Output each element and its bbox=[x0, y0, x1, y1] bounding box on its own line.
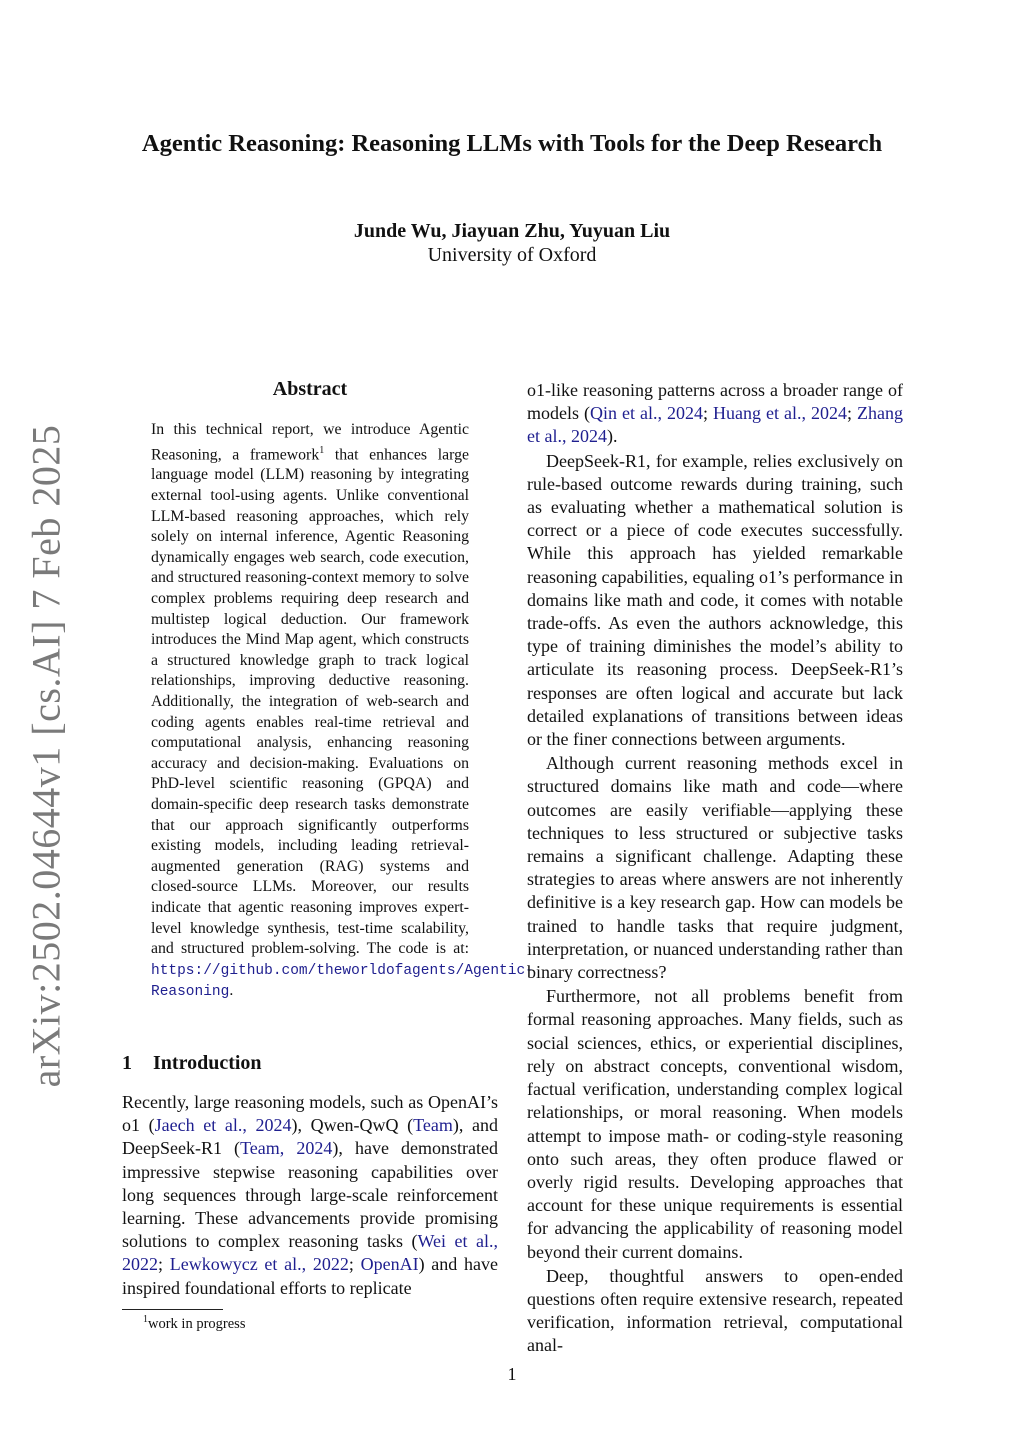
page-number: 1 bbox=[507, 1364, 517, 1384]
footnote-number: 1 bbox=[143, 1314, 148, 1325]
text-run: ) and have inspired foundational efforts to replicate bbox=[122, 1254, 498, 1298]
intro-paragraph bbox=[122, 1091, 498, 1300]
text-run: ; bbox=[703, 403, 714, 424]
abstract-end: . bbox=[229, 982, 234, 1000]
text-run: ), Qwen-QwQ ( bbox=[291, 1115, 414, 1136]
citation-link[interactable]: Team, 2024 bbox=[240, 1138, 333, 1159]
text-run: o1-like reasoning patterns across a broader range of models ( bbox=[527, 380, 903, 424]
abstract-heading: Abstract bbox=[272, 378, 348, 400]
citation-link[interactable]: Team bbox=[413, 1115, 453, 1136]
arxiv-identifier bbox=[16, 424, 76, 1088]
text-run: ; bbox=[158, 1254, 170, 1275]
footnote-marker[interactable]: 1 bbox=[319, 444, 325, 456]
paper-title: Agentic Reasoning: Reasoning LLMs with Tools for the Deep Research bbox=[141, 130, 883, 157]
citation-link[interactable]: Zhang et al., 2024 bbox=[527, 403, 903, 447]
right-column bbox=[527, 379, 903, 1358]
code-link[interactable]: https://github.com/theworldofagents/Agentic-Reasoning bbox=[151, 962, 534, 1001]
citation-link[interactable]: Wei et al., 2022 bbox=[122, 1231, 498, 1275]
citation-link[interactable]: OpenAI bbox=[360, 1254, 419, 1275]
abstract-body bbox=[151, 420, 534, 1003]
abstract-text: that enhances large language model (LLM) reasoning by integrating external tool-using agents. Unlike conventional LLM-based reasoning approaches, which rely solely on internal inference, Agentic Reasoning dynamically engages web search, code execution, and structured reasoning-context memory to solve complex problems requiring deep research and multistep logical deduction. Our framework introduces the Mind Map agent, which constructs a structured knowledge graph to track logical relationships, improving deductive reasoning. Additionally, the integration of web-search and coding agents enables real-time retrieval and computational analysis, enhancing reasoning accuracy and decision-making. Evaluations on PhD-level scientific reasoning (GPQA) and domain-specific deep research tasks demonstrate that our approach significantly outperforms existing models, including leading retrieval-augmented generation (RAG) systems and closed-source LLMs. Moreover, our results indicate that agentic reasoning improves expert-level knowledge synthesis, test-time scalability, and structured problem-solving. The code is at: bbox=[151, 445, 469, 958]
footnote bbox=[143, 1314, 245, 1333]
citation-link[interactable]: Qin et al., 2024 bbox=[590, 403, 703, 424]
affiliation: University of Oxford bbox=[427, 244, 597, 266]
text-run: ), have demonstrated impressive stepwise reasoning capabilities over long sequences through large-scale reinforcement learning. These advancements provide promising solutions to complex reasoning tasks ( bbox=[122, 1138, 498, 1252]
author-list: Junde Wu, Jiayuan Zhu, Yuyuan Liu bbox=[353, 220, 671, 242]
section-number: 1 bbox=[122, 1052, 132, 1074]
text-run: ; bbox=[348, 1254, 361, 1275]
citation-link[interactable]: Huang et al., 2024 bbox=[713, 403, 847, 424]
citation-link[interactable]: Lewkowycz et al., 2022 bbox=[169, 1254, 349, 1275]
arxiv-identifier-text: arXiv:2502.04644v1 [cs.AI] 7 Feb 2025 bbox=[23, 424, 69, 1088]
citation-link[interactable]: Jaech et al., 2024 bbox=[154, 1115, 292, 1136]
section-title: Introduction bbox=[153, 1052, 262, 1074]
text-run: ). bbox=[606, 426, 618, 447]
body-paragraph: Although current reasoning methods excel in structured domains like math and code—where outcomes are easily verifiable—applying these techniques to less structured or subjective tasks remains a significant challenge. Adapting these strategies to areas where answers are not inherently definitive is a key research gap. How can models be trained to handle tasks that require judgment, interpretation, or nuanced understanding rather than binary correctness? bbox=[527, 753, 903, 983]
text-run: ; bbox=[847, 403, 858, 424]
section-heading-introduction bbox=[122, 1052, 262, 1075]
footnote-text: work in progress bbox=[148, 1315, 246, 1332]
text-run: Recently, large reasoning models, such as OpenAI’s o1 ( bbox=[122, 1092, 498, 1136]
body-paragraph: Furthermore, not all problems benefit from formal reasoning approaches. Many fields, such as social sciences, ethics, or experiential disciplines, rely on abstract concepts, conventional wisdom, factual verification, understanding complex logical relationships, or moral reasoning. When models attempt to impose math- or coding-style reasoning onto such areas, they often produce flawed or overly rigid results. Developing approaches that account for these unique requirements is essential for advancing the applicability of reasoning model beyond their current domains. bbox=[527, 986, 903, 1262]
abstract-text: In this technical report, we introduce Agentic Reasoning, a framework bbox=[151, 421, 469, 463]
body-paragraph bbox=[527, 379, 903, 449]
text-run: ), and DeepSeek-R1 ( bbox=[122, 1115, 498, 1159]
body-paragraph: DeepSeek-R1, for example, relies exclusively on rule-based outcome rewards during training, such as evaluating whether a mathematical solution is correct or a piece of code executes successfully. While this approach has yielded remarkable reasoning capabilities, equaling o1’s performance in domains like math and code, it comes with notable trade-offs. As even the authors acknowledge, this type of training diminishes the model’s ability to articulate its reasoning process. DeepSeek-R1’s responses are often logical and accurate but lack detailed explanations of transitions between ideas or the finer connections between arguments. bbox=[527, 450, 903, 750]
footnote-divider bbox=[122, 1309, 223, 1310]
body-paragraph: Deep, thoughtful answers to open-ended questions often require extensive research, repeated verification, information retrieval, computational anal- bbox=[527, 1265, 903, 1356]
